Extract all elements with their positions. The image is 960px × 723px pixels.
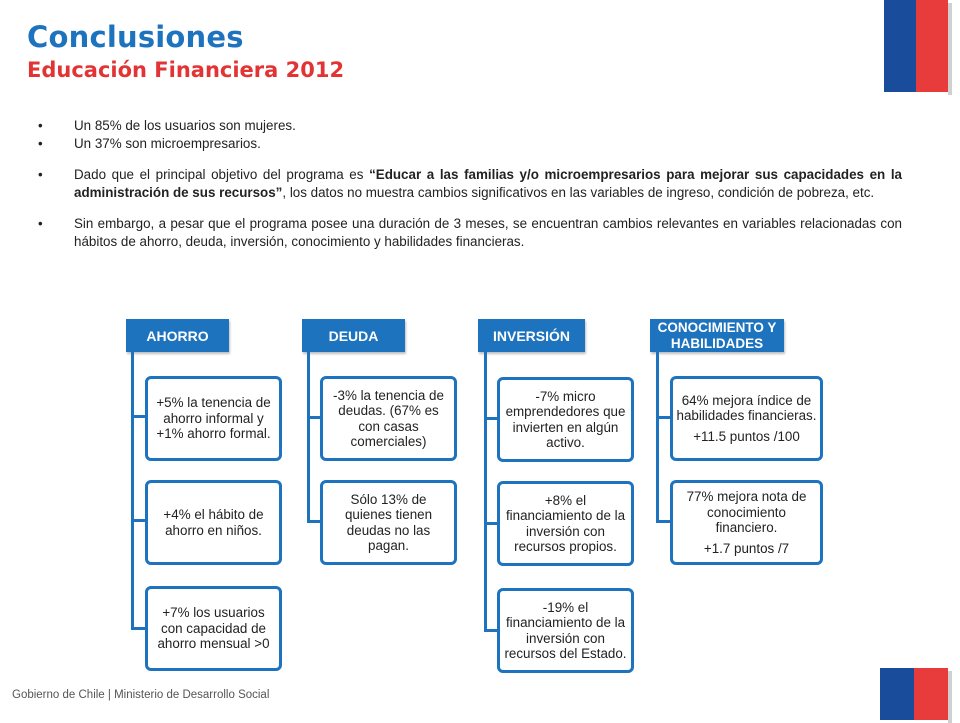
result-box: -7% micro emprendedores que invierten en algún activo. — [497, 377, 634, 462]
bullet-item: • Un 37% son microempresarios. — [38, 135, 902, 153]
result-box: +4% el hábito de ahorro en niños. — [145, 480, 282, 565]
footer-text: Gobierno de Chile | Ministerio de Desarrollo Social — [12, 689, 270, 701]
bullet-item: • Un 85% de los usuarios son mujeres. — [38, 117, 902, 135]
chile-flag-logo — [880, 668, 948, 720]
result-box: 77% mejora nota de conocimiento financiero. +1.7 puntos /7 — [670, 480, 823, 565]
result-box: -19% el financiamiento de la inversión con recursos del Estado. — [497, 588, 634, 673]
page-title: Conclusiones — [27, 20, 244, 54]
connector-line — [656, 416, 671, 419]
connector-line — [656, 520, 671, 523]
page-subtitle: Educación Financiera 2012 — [27, 58, 345, 82]
connector-line — [131, 627, 146, 630]
connector-line — [307, 352, 310, 523]
connector-line — [656, 352, 659, 523]
result-box: -3% la tenencia de deudas. (67% es con casas comerciales) — [320, 376, 457, 461]
result-box: +5% la tenencia de ahorro informal y +1% ahorro formal. — [145, 376, 282, 461]
bullet-list — [38, 117, 902, 251]
column-header-conocimiento: CONOCIMIENTO Y HABILIDADES — [650, 319, 784, 352]
connector-line — [131, 519, 146, 522]
connector-line — [131, 352, 134, 630]
chile-flag-logo — [884, 0, 948, 92]
result-box: Sólo 13% de quienes tienen deudas no las pagan. — [320, 480, 457, 565]
bullet-item: • Dado que el principal objetivo del programa es “Educar a las familias y/o microempresarios para mejorar sus capacidades en la administración de sus recursos”, los datos no muestra cambios significativos en las variables de ingreso, condición de pobreza, etc. — [38, 166, 902, 202]
connector-line — [484, 352, 487, 632]
column-header-deuda: DEUDA — [302, 319, 405, 352]
column-header-ahorro: AHORRO — [126, 319, 229, 352]
result-box: 64% mejora índice de habilidades financieras. +11.5 puntos /100 — [670, 376, 823, 461]
column-header-inversion: INVERSIÓN — [478, 319, 585, 352]
connector-line — [131, 415, 146, 418]
result-box: +8% el financiamiento de la inversión con recursos propios. — [497, 481, 634, 566]
bullet-item: • Sin embargo, a pesar que el programa posee una duración de 3 meses, se encuentran cambios relevantes en variables relacionadas con hábitos de ahorro, deuda, inversión, conocimiento y habilidades financieras. — [38, 215, 902, 251]
result-box: +7% los usuarios con capacidad de ahorro mensual >0 — [145, 586, 282, 671]
